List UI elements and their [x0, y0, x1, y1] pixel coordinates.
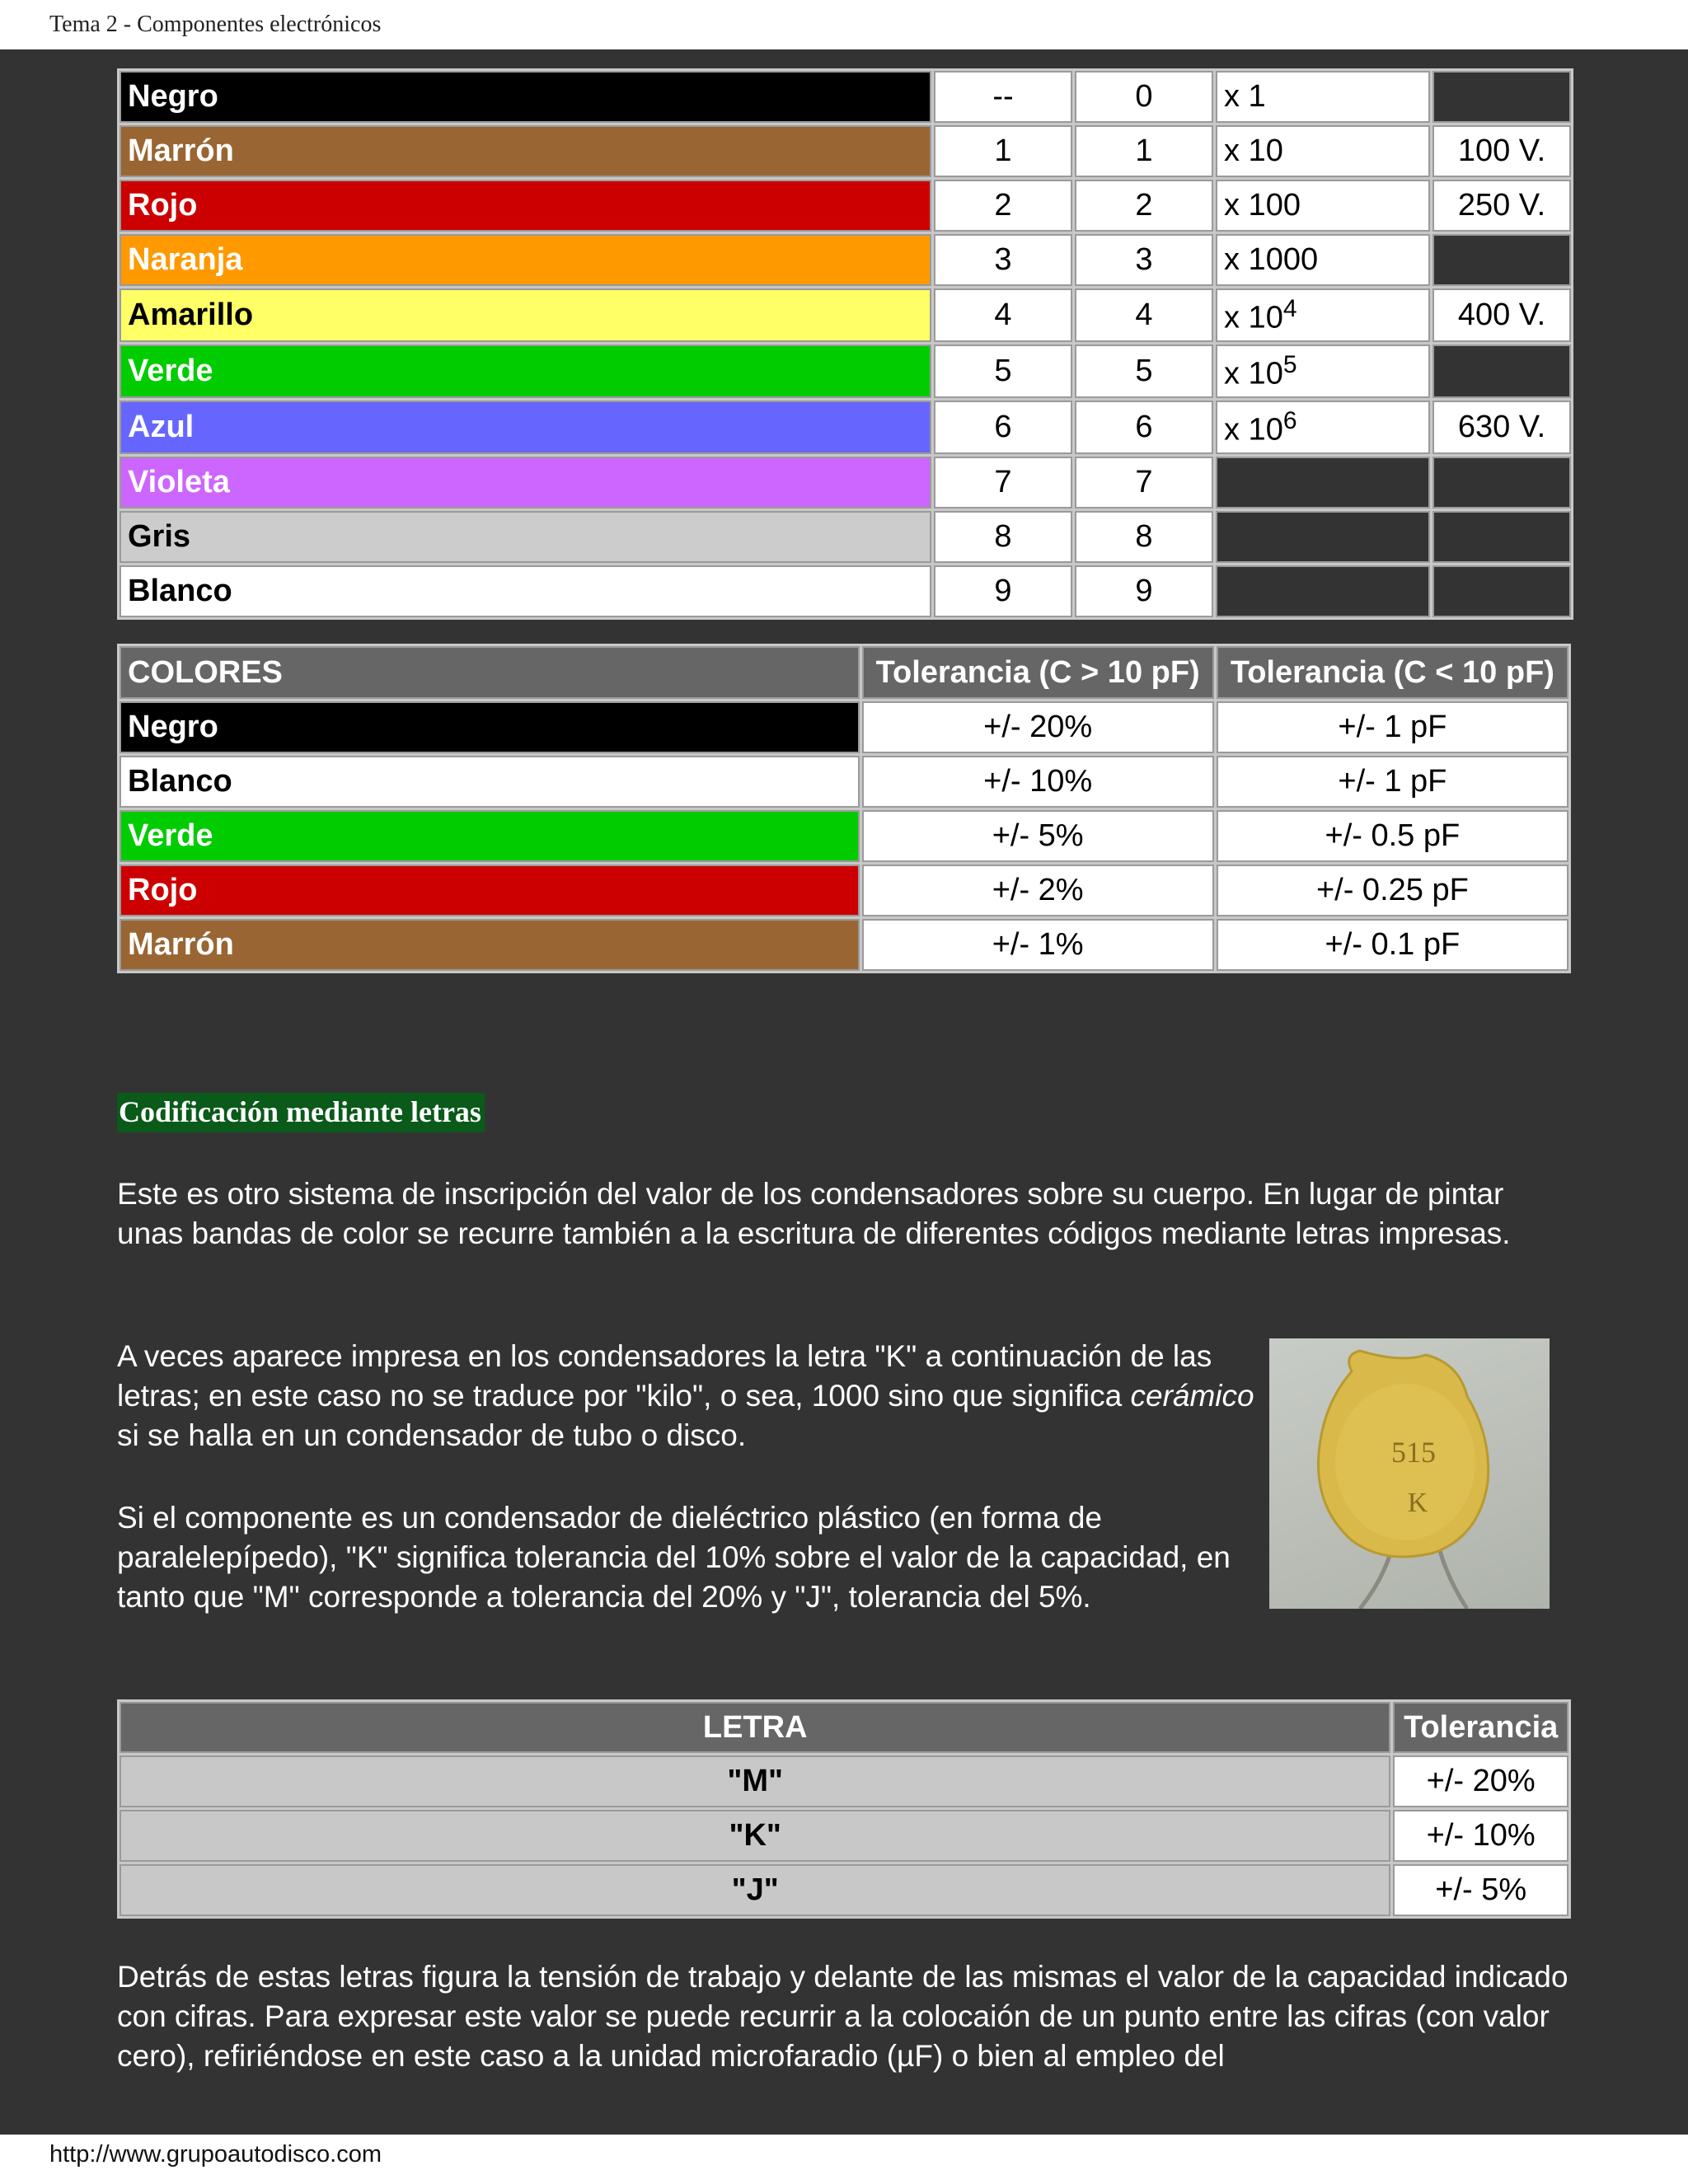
second-digit: 5 [1075, 344, 1213, 398]
paragraph-2-emphasis: cerámico [1130, 1379, 1254, 1413]
color-name: Rojo [120, 180, 931, 232]
color-name: Verde [120, 344, 931, 398]
tolerance-lt: +/- 0.25 pF [1217, 865, 1568, 916]
letter-row [120, 1755, 1568, 1807]
multiplier-base: x 10 [1224, 300, 1283, 335]
voltage: 100 V. [1432, 125, 1571, 177]
voltage [1432, 457, 1571, 509]
letter-row [120, 1810, 1568, 1862]
tolerance-row [120, 810, 1568, 862]
multiplier-base: x 100 [1224, 188, 1301, 223]
tolerance-lt: +/- 1 pF [1217, 701, 1568, 753]
color-row [120, 71, 1571, 123]
letter-tolerance: +/- 10% [1393, 1810, 1568, 1862]
page-header [0, 0, 1688, 49]
color-row [120, 180, 1571, 232]
section-heading: Codificación mediante letras [117, 1093, 485, 1132]
multiplier-exponent: 6 [1282, 406, 1297, 434]
multiplier [1216, 344, 1430, 398]
color-row [120, 401, 1571, 454]
letter-code: "K" [120, 1810, 1390, 1862]
multiplier-base: x 1000 [1224, 242, 1319, 277]
voltage [1432, 234, 1571, 286]
tolerance-color-table [117, 644, 1571, 973]
multiplier [1216, 457, 1430, 509]
color-name: Negro [120, 701, 860, 753]
first-digit: 6 [934, 401, 1072, 454]
multiplier-base: x 10 [1224, 134, 1283, 168]
voltage [1432, 71, 1571, 123]
tolerance-gt: +/- 2% [862, 865, 1214, 916]
color-name: Gris [120, 511, 931, 563]
color-name: Blanco [120, 565, 931, 617]
voltage [1432, 344, 1571, 398]
letter-row [120, 1864, 1568, 1916]
second-digit: 6 [1075, 401, 1213, 454]
voltage: 250 V. [1432, 180, 1571, 232]
color-row [120, 125, 1571, 177]
document-title: Tema 2 - Componentes electrónicos [49, 12, 382, 37]
voltage [1432, 511, 1571, 563]
multiplier-base: x 10 [1224, 356, 1283, 391]
first-digit: 7 [934, 457, 1072, 509]
tolerance-row [120, 701, 1568, 753]
color-name: Naranja [120, 234, 931, 286]
first-digit: -- [934, 71, 1072, 123]
second-digit: 8 [1075, 511, 1213, 563]
multiplier [1216, 180, 1430, 232]
capacitor-illustration [1269, 1338, 1550, 1609]
tolerance-row [120, 756, 1568, 808]
header-colores: COLORES [120, 646, 860, 699]
letter-tolerance: +/- 20% [1393, 1755, 1568, 1807]
color-name: Marrón [120, 919, 860, 971]
tolerance-lt: +/- 0.5 pF [1217, 810, 1568, 862]
paragraph-2 [117, 1337, 1254, 1455]
tolerance-lt: +/- 0.1 pF [1217, 919, 1568, 971]
tolerance-row [120, 865, 1568, 916]
multiplier [1216, 71, 1430, 123]
first-digit: 5 [934, 344, 1072, 398]
tolerance-gt: +/- 1% [862, 919, 1214, 971]
tolerance-gt: +/- 10% [862, 756, 1214, 808]
multiplier-base: x 10 [1224, 412, 1283, 448]
header-tolerance-lt: Tolerancia (C < 10 pF) [1217, 646, 1568, 699]
paragraph-2-text: A veces aparece impresa en los condensadores la letra "K" a continuación de las letras; en este caso no se traduce por "kilo", o sea, 1000 sino que significa [117, 1339, 1212, 1413]
paragraph-2-text-end: si se halla en un condensador de tubo o disco. [117, 1418, 747, 1452]
first-digit: 1 [934, 125, 1072, 177]
multiplier [1216, 288, 1430, 342]
letter-code: "M" [120, 1755, 1390, 1807]
header-tolerancia: Tolerancia [1393, 1702, 1568, 1753]
color-row [120, 344, 1571, 398]
multiplier [1216, 565, 1430, 617]
ceramic-capacitor-photo [1269, 1338, 1550, 1609]
second-digit: 2 [1075, 180, 1213, 232]
multiplier-exponent: 5 [1282, 350, 1297, 378]
multiplier [1216, 511, 1430, 563]
first-digit: 3 [934, 234, 1072, 286]
multiplier-exponent: 4 [1282, 294, 1297, 322]
first-digit: 2 [934, 180, 1072, 232]
paragraph-3: Si el componente es un condensador de dieléctrico plástico (en forma de paralelepípedo), "K" significa tolerancia del 10% sobre el valor de la capacidad, en tanto que "M" corresponde a tolerancia del 20% y "J", tolerancia del 5%. [117, 1501, 1231, 1614]
color-name: Rojo [120, 865, 860, 916]
multiplier [1216, 125, 1430, 177]
capacitor-code: 515 [1391, 1436, 1436, 1469]
color-name: Verde [120, 810, 860, 862]
second-digit: 7 [1075, 457, 1213, 509]
multiplier [1216, 401, 1430, 454]
first-digit: 4 [934, 288, 1072, 342]
letter-tolerance: +/- 5% [1393, 1864, 1568, 1916]
color-row [120, 288, 1571, 342]
color-row [120, 457, 1571, 509]
paragraph-4: Detrás de estas letras figura la tensión de trabajo y delante de las mismas el valor de la capacidad indicado con cifras. Para expresar este valor se puede recurrir a la colocaión de un punto entre las cifras (con valor cero), refiriéndose en este caso a la unidad microfaradio (µF) o bien al empleo del [117, 1960, 1568, 2073]
voltage: 630 V. [1432, 401, 1571, 454]
page-footer [0, 2135, 1688, 2184]
tolerance-gt: +/- 20% [862, 701, 1214, 753]
tolerance-lt: +/- 1 pF [1217, 756, 1568, 808]
color-row [120, 565, 1571, 617]
multiplier [1216, 234, 1430, 286]
color-name: Azul [120, 401, 931, 454]
letter-code: "J" [120, 1864, 1390, 1916]
footer-url: http://www.grupoautodisco.com [49, 2141, 382, 2168]
tolerance-gt: +/- 5% [862, 810, 1214, 862]
color-name: Negro [120, 71, 931, 123]
color-code-table [117, 68, 1573, 620]
letter-tolerance-table [117, 1699, 1571, 1919]
second-digit: 3 [1075, 234, 1213, 286]
voltage: 400 V. [1432, 288, 1571, 342]
first-digit: 9 [934, 565, 1072, 617]
first-digit: 8 [934, 511, 1072, 563]
color-row [120, 234, 1571, 286]
second-digit: 0 [1075, 71, 1213, 123]
color-name: Blanco [120, 756, 860, 808]
header-letra: LETRA [120, 1702, 1390, 1753]
color-name: Amarillo [120, 288, 931, 342]
color-name: Violeta [120, 457, 931, 509]
header-tolerance-gt: Tolerancia (C > 10 pF) [862, 646, 1214, 699]
tolerance-row [120, 919, 1568, 971]
capacitor-letter: K [1407, 1488, 1428, 1518]
second-digit: 1 [1075, 125, 1213, 177]
second-digit: 9 [1075, 565, 1213, 617]
voltage [1432, 565, 1571, 617]
color-name: Marrón [120, 125, 931, 177]
second-digit: 4 [1075, 288, 1213, 342]
multiplier-base: x 1 [1224, 79, 1266, 114]
paragraph-1: Este es otro sistema de inscripción del valor de los condensadores sobre su cuerpo. En lugar de pintar unas bandas de color se recurre también a la escritura de diferentes códigos mediante letras impresas. [117, 1177, 1511, 1250]
color-row [120, 511, 1571, 563]
